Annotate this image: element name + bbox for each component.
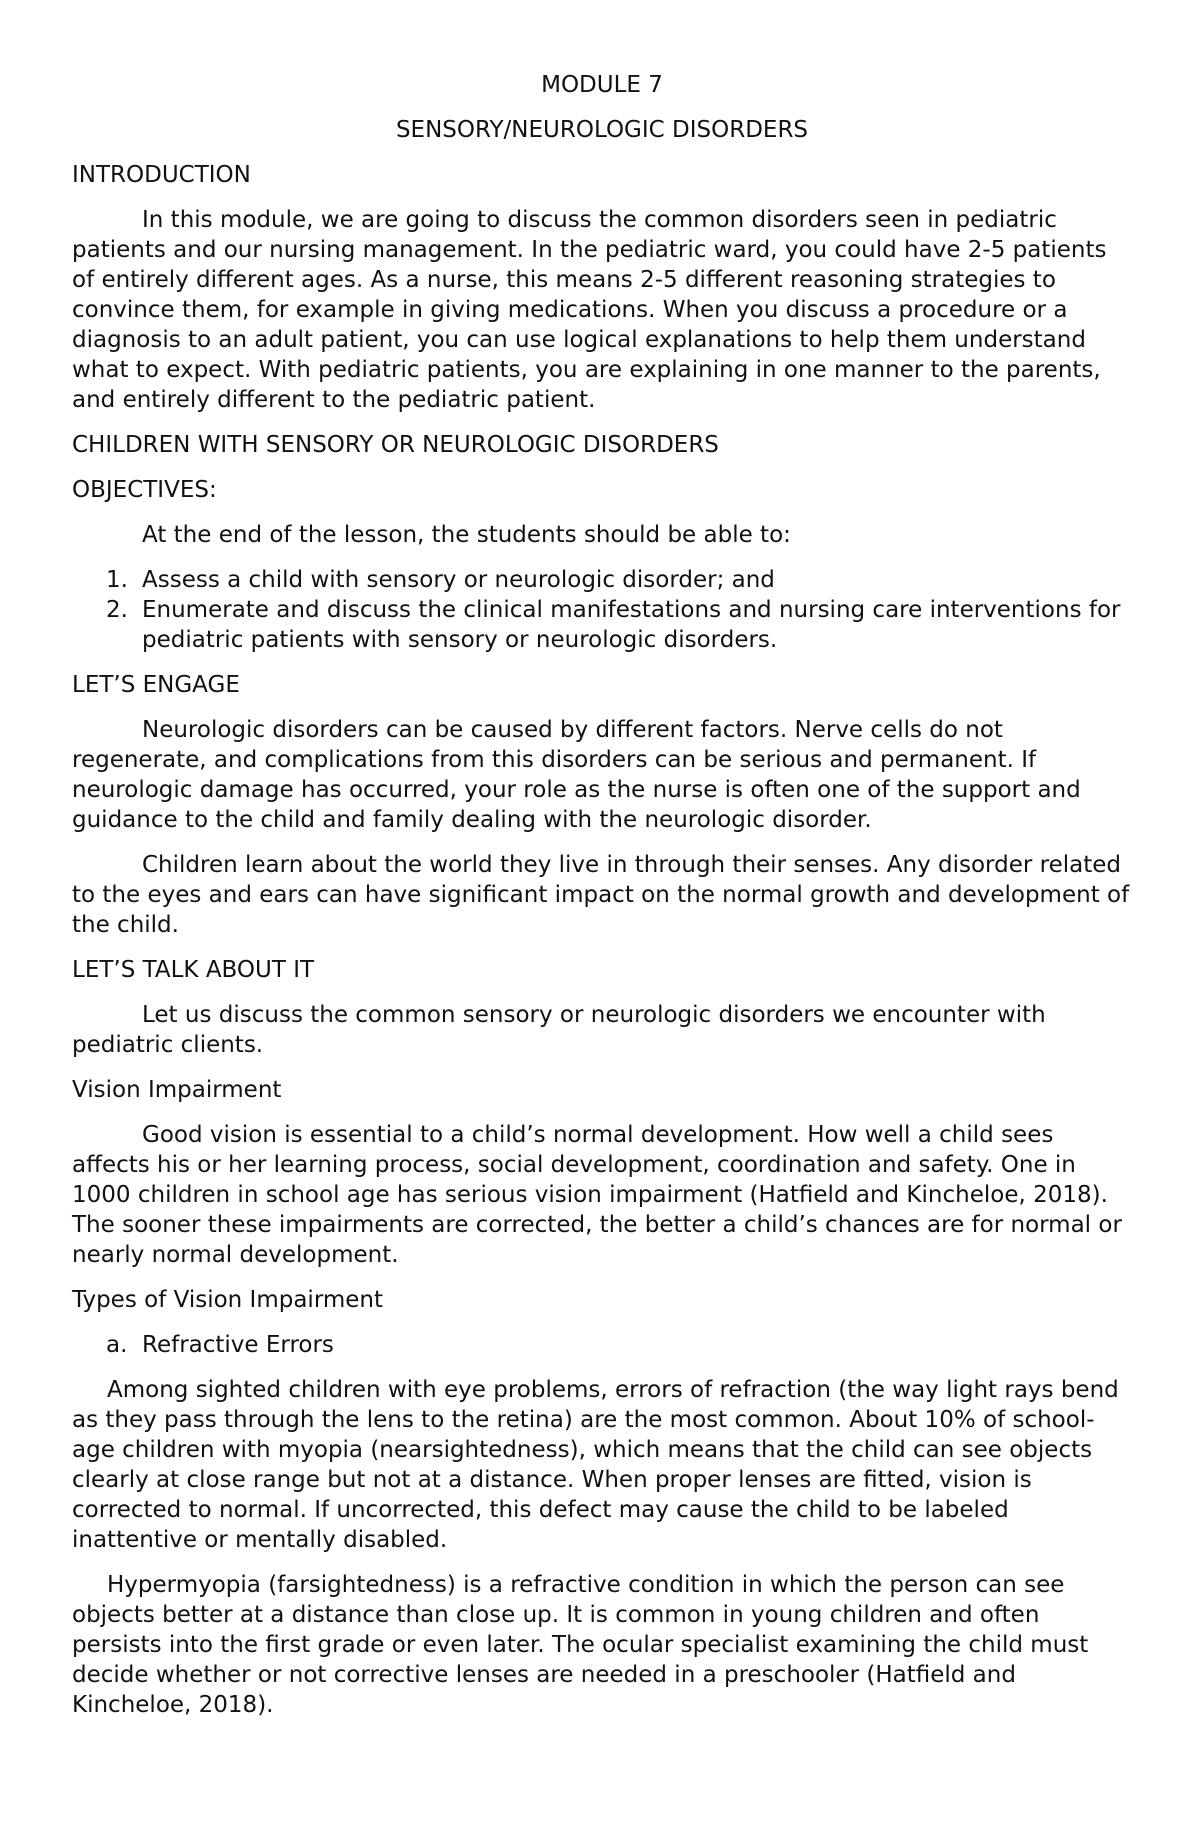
module-subtitle: SENSORY/NEUROLOGIC DISORDERS — [395, 117, 809, 143]
module-title: MODULE 7 — [541, 72, 663, 98]
objectives-list — [72, 565, 1132, 655]
talk-heading: LET’S TALK ABOUT IT — [72, 957, 315, 983]
objectives-lead: At the end of the lesson, the students should be able to: — [142, 522, 791, 548]
objective-item — [72, 595, 1132, 655]
objective-text: Assess a child with sensory or neurologic disorder; and — [142, 567, 775, 593]
vision-heading: Vision Impairment — [72, 1077, 282, 1103]
talk-paragraph: Let us discuss the common sensory or neurologic disorders we encounter with pediatric clients. — [72, 1002, 1046, 1058]
engage-paragraph: Children learn about the world they live in through their senses. Any disorder related to the eyes and ears can have significant impact on the normal growth and development of the child. — [72, 852, 1130, 938]
objectives-heading: OBJECTIVES: — [72, 477, 217, 503]
refractive-errors-item — [72, 1330, 1132, 1360]
refractive-paragraph: Among sighted children with eye problems, errors of refraction (the way light rays bend as they pass through the lens to the retina) are the most common. About 10% of school-age children with myopia (nearsightedness), which means that the child can see objects clearly at close range but not at a distance. When proper lenses are fitted, vision is corrected to normal. If uncorrected, this defect may cause the child to be labeled inattentive or mentally disabled. — [72, 1377, 1119, 1553]
vision-types-heading: Types of Vision Impairment — [72, 1287, 384, 1313]
refractive-paragraph: Hypermyopia (farsightedness) is a refractive condition in which the person can see objects better at a distance than close up. It is common in young children and often persists into the first grade or even later. The ocular specialist examining the child must decide whether or not corrective lenses are needed in a preschooler (Hatfield and Kincheloe, 2018). — [72, 1572, 1089, 1718]
sub-item-letter: a. — [106, 1332, 128, 1358]
introduction-heading: INTRODUCTION — [72, 162, 251, 188]
objective-number: 2. — [106, 597, 128, 623]
objective-number: 1. — [106, 567, 128, 593]
section-heading: CHILDREN WITH SENSORY OR NEUROLOGIC DISORDERS — [72, 432, 719, 458]
objective-item — [72, 565, 1132, 595]
vision-paragraph: Good vision is essential to a child’s normal development. How well a child sees affects his or her learning process, social development, coordination and safety. One in 1000 children in school age has serious vision impairment (Hatfield and Kincheloe, 2018). The sooner these impairments are corrected, the better a child’s chances are for normal or nearly normal development. — [72, 1122, 1122, 1268]
engage-paragraph: Neurologic disorders can be caused by different factors. Nerve cells do not regenerate, and complications from this disorders can be serious and permanent. If neurologic damage has occurred, your role as the nurse is often one of the support and guidance to the child and family dealing with the neurologic disorder. — [72, 717, 1081, 833]
sub-item-heading: Refractive Errors — [142, 1332, 334, 1358]
introduction-paragraph: In this module, we are going to discuss the common disorders seen in pediatric patients and our nursing management. In the pediatric ward, you could have 2-5 patients of entirely different ages. As a nurse, this means 2-5 different reasoning strategies to convince them, for example in giving medications. When you discuss a procedure or a diagnosis to an adult patient, you can use logical explanations to help them understand what to expect. With pediatric patients, you are explaining in one manner to the parents, and entirely different to the pediatric patient. — [72, 207, 1107, 413]
objective-text: Enumerate and discuss the clinical manifestations and nursing care interventions for pediatric patients with sensory or neurologic disorders. — [142, 597, 1121, 653]
engage-heading: LET’S ENGAGE — [72, 672, 240, 698]
document-page — [72, 70, 1132, 1735]
